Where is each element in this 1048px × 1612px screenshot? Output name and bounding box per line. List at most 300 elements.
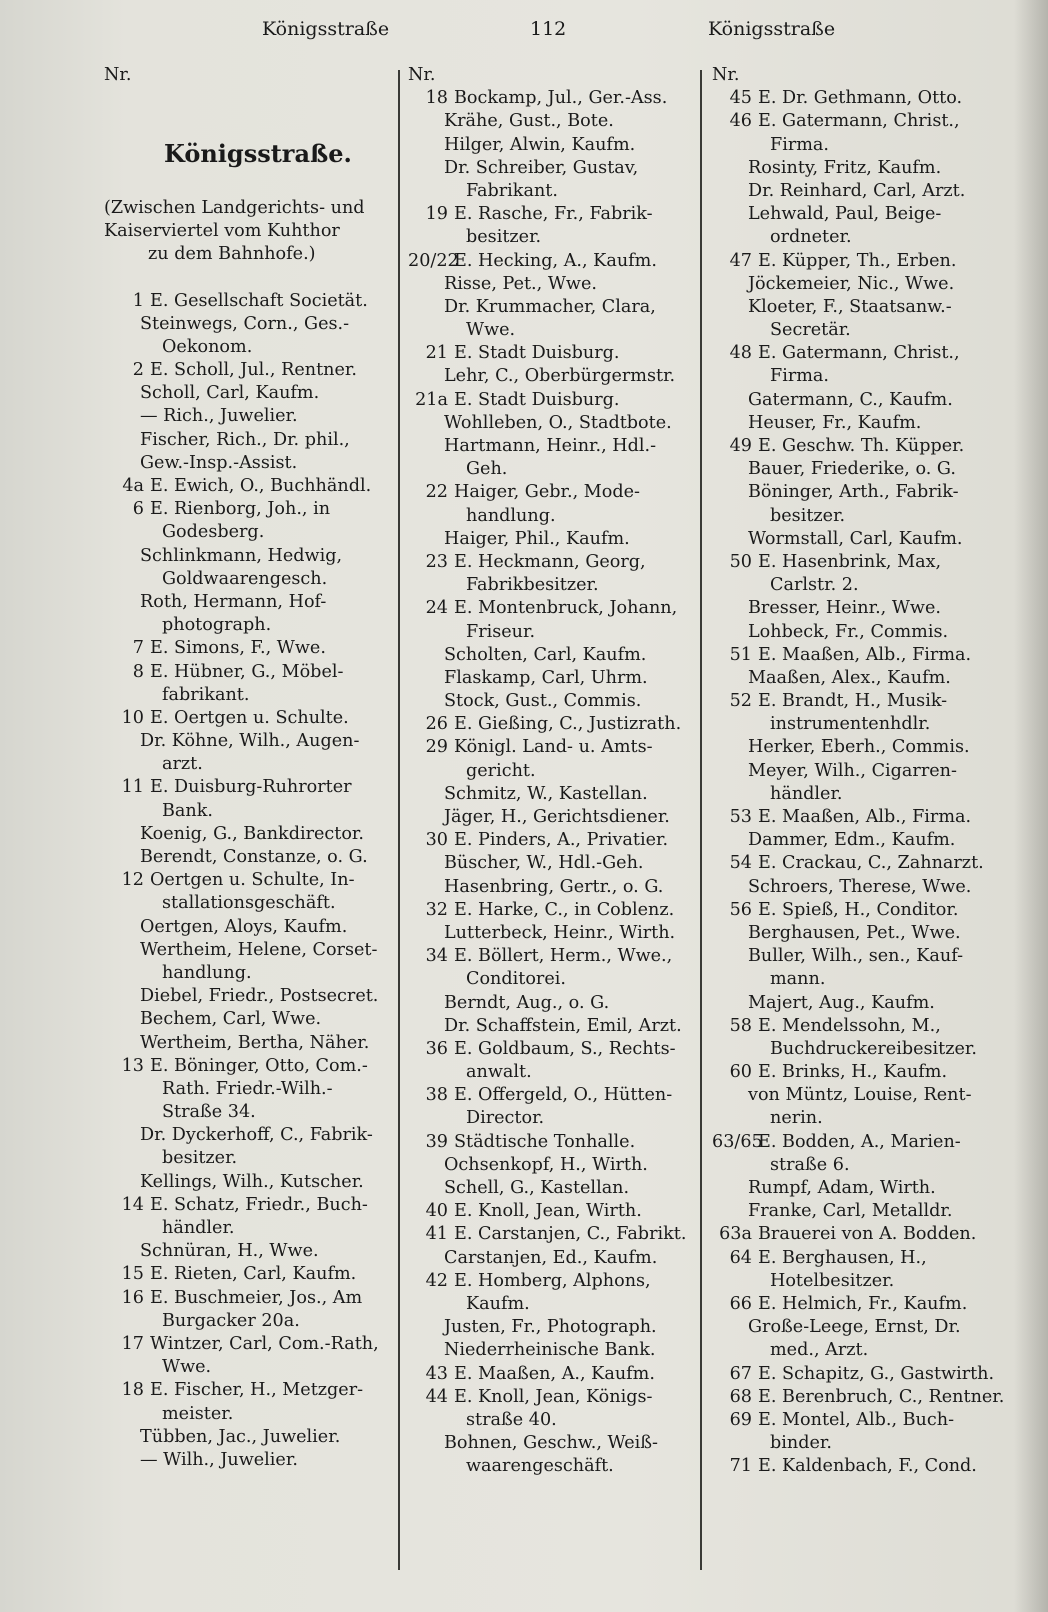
running-head-left: Königsstraße	[262, 18, 390, 40]
entry-text: E. Montenbruck, Johann,	[454, 598, 678, 619]
directory-line	[408, 1038, 704, 1061]
directory-line	[408, 458, 704, 481]
house-number: 16	[121, 1287, 144, 1308]
entry-text: besitzer.	[162, 1148, 238, 1169]
directory-line	[104, 174, 396, 197]
house-number: 51	[729, 644, 752, 665]
directory-line	[408, 110, 704, 133]
entry-text: E. Hasenbrink, Max,	[758, 551, 942, 572]
entry-text: Dr. Schreiber, Gustav,	[444, 157, 639, 178]
directory-line	[408, 574, 704, 597]
entry-text: Fischer, Rich., Dr. phil.,	[140, 429, 350, 450]
directory-line	[408, 1223, 704, 1246]
entry-text: E. Homberg, Alphons,	[454, 1270, 651, 1291]
directory-line	[408, 250, 704, 273]
directory-line	[104, 637, 396, 660]
entry-text: Director.	[466, 1108, 545, 1129]
house-number: 18	[121, 1380, 144, 1401]
directory-line	[104, 87, 396, 110]
entry-text: Jöckemeier, Nic., Wwe.	[748, 273, 955, 294]
directory-line	[408, 1316, 704, 1339]
entry-text: E. Gesellschaft Societät.	[150, 290, 368, 311]
entry-text: Bockamp, Jul., Ger.-Ass.	[454, 88, 668, 109]
entry-text: E. Brandt, H., Musik-	[758, 691, 948, 712]
directory-line	[408, 481, 704, 504]
directory-line	[712, 226, 1012, 249]
entry-text: E. Schapitz, G., Gastwirth.	[758, 1363, 995, 1384]
entry-text: mann.	[770, 969, 826, 990]
directory-line	[408, 1015, 704, 1038]
entry-text: straße 40.	[466, 1409, 557, 1430]
directory-line	[408, 203, 704, 226]
directory-line	[712, 1061, 1012, 1084]
directory-line	[104, 684, 396, 707]
directory-line	[408, 389, 704, 412]
house-number: 20/22	[408, 250, 459, 271]
directory-line	[712, 180, 1012, 203]
entry-text: Schmitz, W., Kastellan.	[444, 783, 648, 804]
directory-line	[104, 1101, 396, 1124]
house-number: 39	[425, 1131, 448, 1152]
entry-text: Wintzer, Carl, Com.-Rath,	[150, 1333, 379, 1354]
entry-text: Heuser, Fr., Kaufm.	[748, 412, 922, 433]
entry-text: fabrikant.	[162, 684, 250, 705]
entry-text: Franke, Carl, Metalldr.	[748, 1201, 953, 1222]
directory-line	[104, 359, 396, 382]
directory-line	[104, 591, 396, 614]
directory-line	[712, 134, 1012, 157]
entry-text: besitzer.	[466, 227, 542, 248]
entry-text: E. Maaßen, Alb., Firma.	[758, 644, 972, 665]
entry-text: Tübben, Jac., Juwelier.	[140, 1426, 341, 1447]
entry-text: E. Gießing, C., Justizrath.	[454, 714, 682, 735]
directory-line	[104, 1124, 396, 1147]
house-number: 6	[132, 499, 144, 520]
house-number: 18	[425, 88, 448, 109]
entry-text: E. Helmich, Fr., Kaufm.	[758, 1293, 968, 1314]
directory-line	[712, 551, 1012, 574]
entry-text: Städtische Tonhalle.	[454, 1131, 636, 1152]
house-number: 56	[729, 899, 752, 920]
directory-line	[408, 505, 704, 528]
house-number: 7	[132, 638, 144, 659]
entry-text: E. Böninger, Otto, Com.-	[150, 1055, 368, 1076]
directory-line	[408, 1409, 704, 1432]
directory-line	[712, 1455, 1012, 1478]
entry-text: Nr.	[408, 65, 436, 85]
entry-text: Dr. Dyckerhoff, C., Fabrik-	[140, 1125, 373, 1146]
directory-line	[408, 876, 704, 899]
entry-text: meister.	[162, 1403, 234, 1424]
entry-text: Kaufm.	[466, 1293, 530, 1314]
directory-line	[104, 1171, 396, 1194]
directory-line	[408, 551, 704, 574]
directory-line	[104, 64, 396, 87]
directory-line	[104, 707, 396, 730]
directory-line	[104, 1379, 396, 1402]
directory-line	[104, 1287, 396, 1310]
entry-text: Lehr, C., Oberbürgermstr.	[444, 366, 676, 387]
directory-line	[104, 1403, 396, 1426]
directory-line	[104, 892, 396, 915]
entry-text: Goldwaarengesch.	[162, 568, 328, 589]
entry-text: Krähe, Gust., Bote.	[444, 111, 614, 132]
house-number: 54	[729, 853, 752, 874]
directory-line	[408, 597, 704, 620]
house-number: 67	[729, 1363, 752, 1384]
directory-line	[712, 760, 1012, 783]
entry-text: Große-Leege, Ernst, Dr.	[748, 1317, 961, 1338]
entry-text: Bresser, Heinr., Wwe.	[748, 598, 941, 619]
directory-line	[104, 614, 396, 637]
directory-line	[408, 273, 704, 296]
house-number: 2	[132, 360, 144, 381]
entry-text: zu dem Bahnhofe.)	[148, 244, 316, 265]
entry-text: händler.	[770, 783, 843, 804]
directory-line	[408, 412, 704, 435]
house-number: 63/65	[712, 1131, 763, 1152]
entry-text: Stock, Gust., Commis.	[444, 691, 642, 712]
directory-line	[408, 783, 704, 806]
directory-line	[712, 1154, 1012, 1177]
entry-text: E. Küpper, Th., Erben.	[758, 250, 957, 271]
house-number: 52	[729, 691, 752, 712]
directory-line	[712, 574, 1012, 597]
entry-text: Gew.-Insp.-Assist.	[140, 452, 298, 473]
entry-text: E. Gatermann, Christ.,	[758, 111, 960, 132]
directory-line	[712, 644, 1012, 667]
house-number: 12	[121, 870, 144, 891]
house-number: 8	[132, 661, 144, 682]
directory-line	[408, 1293, 704, 1316]
entry-text: Fabrikbesitzer.	[466, 575, 599, 596]
directory-line	[408, 1084, 704, 1107]
entry-text: Roth, Hermann, Hof-	[140, 591, 327, 612]
directory-line	[408, 342, 704, 365]
house-number: 68	[729, 1386, 752, 1407]
directory-line	[712, 829, 1012, 852]
directory-line	[104, 916, 396, 939]
directory-line	[408, 157, 704, 180]
entry-text: Oertgen u. Schulte, In-	[150, 870, 355, 891]
directory-line	[712, 1223, 1012, 1246]
entry-text: Conditorei.	[466, 969, 566, 990]
directory-column-2	[408, 64, 704, 1478]
directory-line	[408, 1339, 704, 1362]
entry-text: Fabrikant.	[466, 180, 558, 201]
entry-text: E. Heckmann, Georg,	[454, 551, 646, 572]
entry-text: Flaskamp, Carl, Uhrm.	[444, 667, 648, 688]
entry-text: anwalt.	[466, 1062, 532, 1083]
directory-line	[104, 1055, 396, 1078]
house-number: 50	[729, 551, 752, 572]
directory-line	[408, 899, 704, 922]
directory-line	[712, 922, 1012, 945]
page-header	[0, 18, 1048, 48]
entry-text: Firma.	[770, 366, 830, 387]
directory-line	[408, 829, 704, 852]
directory-line	[712, 992, 1012, 1015]
directory-line	[712, 1293, 1012, 1316]
directory-line	[712, 1270, 1012, 1293]
entry-text: E. Ewich, O., Buchhändl.	[150, 476, 372, 496]
directory-line	[712, 1316, 1012, 1339]
house-number: 19	[425, 204, 448, 225]
entry-text: E. Rienborg, Joh., in	[150, 499, 331, 520]
entry-text: Haiger, Gebr., Mode-	[454, 482, 641, 503]
house-number: 60	[729, 1062, 752, 1083]
directory-line	[712, 968, 1012, 991]
directory-line	[712, 203, 1012, 226]
directory-line	[712, 1409, 1012, 1432]
house-number: 26	[425, 714, 448, 735]
entry-text: Böninger, Arth., Fabrik-	[748, 482, 959, 503]
directory-line	[712, 1339, 1012, 1362]
directory-line	[104, 498, 396, 521]
directory-line	[104, 1008, 396, 1031]
directory-line	[712, 64, 1012, 87]
directory-line	[104, 1147, 396, 1170]
entry-text: E. Kaldenbach, F., Cond.	[758, 1456, 977, 1477]
directory-line	[104, 1194, 396, 1217]
entry-text: binder.	[770, 1433, 832, 1454]
directory-line	[408, 226, 704, 249]
entry-text: Königl. Land- u. Amts-	[454, 737, 653, 758]
entry-text: Berghausen, Pet., Wwe.	[748, 922, 961, 943]
directory-line	[712, 1200, 1012, 1223]
house-number: 14	[121, 1194, 144, 1215]
entry-text: Scholl, Carl, Kaufm.	[140, 383, 320, 404]
entry-text: Wormstall, Carl, Kaufm.	[748, 528, 963, 549]
directory-line	[712, 250, 1012, 273]
directory-line	[408, 760, 704, 783]
house-number: 22	[425, 482, 448, 503]
entry-text: Schell, G., Kastellan.	[444, 1178, 630, 1198]
entry-text: Straße 34.	[162, 1102, 256, 1123]
entry-text: Koenig, G., Bankdirector.	[140, 823, 364, 844]
entry-text: händler.	[162, 1218, 235, 1238]
entry-text: E. Stadt Duisburg.	[454, 343, 620, 364]
directory-line	[408, 806, 704, 829]
directory-line	[712, 667, 1012, 690]
house-number: 17	[121, 1333, 144, 1354]
directory-line	[408, 852, 704, 875]
directory-line	[104, 776, 396, 799]
house-number: 66	[729, 1293, 752, 1314]
directory-line	[408, 713, 704, 736]
directory-line	[104, 1310, 396, 1333]
directory-line	[408, 435, 704, 458]
house-number: 53	[729, 807, 752, 827]
entry-text: Steinwegs, Corn., Ges.-	[140, 313, 350, 334]
directory-line	[408, 134, 704, 157]
entry-text: E. Fischer, H., Metzger-	[150, 1380, 364, 1401]
directory-line	[408, 736, 704, 759]
page-edge-shadow	[1014, 0, 1048, 1612]
directory-line	[104, 336, 396, 359]
directory-line	[104, 1356, 396, 1379]
house-number: 21	[425, 343, 448, 364]
entry-text: E. Simons, F., Wwe.	[150, 638, 326, 659]
house-number: 10	[121, 707, 144, 728]
house-number: 48	[729, 343, 752, 364]
entry-text: Geh.	[466, 459, 508, 480]
directory-line	[104, 452, 396, 475]
directory-line	[712, 1107, 1012, 1130]
directory-line	[712, 296, 1012, 319]
entry-text: E. Berghausen, H.,	[758, 1247, 927, 1268]
directory-line	[408, 1177, 704, 1200]
entry-text: E. Carstanjen, C., Fabrikt.	[454, 1224, 687, 1245]
entry-text: arzt.	[162, 754, 203, 775]
entry-text: Bechem, Carl, Wwe.	[140, 1009, 322, 1030]
entry-text: Lohbeck, Fr., Commis.	[748, 621, 949, 642]
house-number: 71	[729, 1456, 752, 1477]
entry-text: E. Oertgen u. Schulte.	[150, 707, 349, 728]
entry-text: — Wilh., Juwelier.	[140, 1449, 298, 1470]
directory-line	[712, 876, 1012, 899]
entry-text: Diebel, Friedr., Postsecret.	[140, 986, 379, 1007]
directory-line	[408, 1247, 704, 1270]
directory-line	[712, 110, 1012, 133]
entry-text: E. Duisburg-Ruhrorter	[150, 777, 352, 798]
entry-text: Jäger, H., Gerichtsdiener.	[444, 807, 670, 827]
directory-line	[712, 1386, 1012, 1409]
house-number: 43	[425, 1363, 448, 1384]
house-number: 47	[729, 250, 752, 271]
entry-text: Hotelbesitzer.	[770, 1270, 895, 1291]
house-number: 21a	[415, 389, 448, 410]
directory-line	[408, 319, 704, 342]
house-number: 29	[425, 737, 448, 758]
entry-text: E. Crackau, C., Zahnarzt.	[758, 853, 984, 874]
entry-text: handlung.	[466, 505, 556, 526]
directory-line	[712, 713, 1012, 736]
entry-text: Oertgen, Aloys, Kaufm.	[140, 916, 348, 937]
entry-text: Oekonom.	[162, 336, 253, 357]
entry-text: instrumentenhdlr.	[770, 714, 931, 735]
directory-line	[712, 899, 1012, 922]
directory-line	[104, 1263, 396, 1286]
entry-text: Meyer, Wilh., Cigarren-	[748, 760, 957, 781]
entry-text: E. Harke, C., in Coblenz.	[454, 899, 675, 920]
directory-line	[408, 667, 704, 690]
directory-line	[712, 458, 1012, 481]
entry-text: Dr. Schaffstein, Emil, Arzt.	[444, 1015, 682, 1036]
entry-text: gericht.	[466, 760, 536, 781]
house-number: 13	[121, 1055, 144, 1076]
entry-text: E. Montel, Alb., Buch-	[758, 1409, 955, 1430]
directory-line	[712, 481, 1012, 504]
entry-text: ordneter.	[770, 227, 852, 248]
entry-text: E. Scholl, Jul., Rentner.	[150, 360, 357, 381]
entry-text: Carstanjen, Ed., Kaufm.	[444, 1247, 658, 1268]
entry-text: Königsstraße.	[164, 138, 352, 168]
entry-text: waarengeschäft.	[466, 1456, 614, 1477]
directory-line	[408, 644, 704, 667]
directory-line	[712, 412, 1012, 435]
directory-line	[104, 568, 396, 591]
entry-text: Lehwald, Paul, Beige-	[748, 204, 942, 225]
entry-text: Godesberg.	[162, 522, 265, 543]
entry-text: Bank.	[162, 800, 214, 821]
entry-text: Justen, Fr., Photograph.	[444, 1317, 657, 1338]
house-number: 34	[425, 946, 448, 967]
house-number: 24	[425, 598, 448, 619]
directory-line	[104, 290, 396, 313]
directory-line	[408, 1432, 704, 1455]
directory-line	[104, 1032, 396, 1055]
directory-line	[104, 800, 396, 823]
directory-line	[712, 1363, 1012, 1386]
entry-text: Maaßen, Alex., Kaufm.	[748, 667, 951, 688]
entry-text: Wertheim, Bertha, Näher.	[140, 1032, 370, 1053]
entry-text: Burgacker 20a.	[162, 1310, 300, 1331]
directory-line	[408, 992, 704, 1015]
house-number: 46	[729, 111, 752, 132]
directory-line	[712, 852, 1012, 875]
directory-line	[104, 405, 396, 428]
entry-text: Rath. Friedr.-Wilh.-	[162, 1078, 333, 1099]
entry-text: Ochsenkopf, H., Wirth.	[444, 1154, 648, 1175]
directory-line	[104, 939, 396, 962]
entry-text: Hasenbring, Gertr., o. G.	[444, 876, 664, 897]
entry-text: Friseur.	[466, 621, 536, 642]
house-number: 40	[425, 1201, 448, 1222]
entry-text: E. Buschmeier, Jos., Am	[150, 1287, 363, 1308]
directory-line	[712, 690, 1012, 713]
directory-line	[104, 1078, 396, 1101]
entry-text: E. Pinders, A., Privatier.	[454, 830, 669, 851]
house-number: 45	[729, 88, 752, 109]
entry-text: photograph.	[162, 615, 272, 636]
entry-text: Firma.	[770, 134, 830, 155]
directory-line	[408, 945, 704, 968]
directory-line	[104, 1240, 396, 1263]
entry-text: Haiger, Phil., Kaufm.	[444, 528, 630, 549]
directory-line	[104, 197, 396, 220]
entry-text: Wwe.	[162, 1357, 212, 1378]
house-number: 36	[425, 1038, 448, 1059]
entry-text: Bohnen, Geschw., Weiß-	[444, 1433, 658, 1454]
directory-line	[712, 1432, 1012, 1455]
directory-line	[408, 1363, 704, 1386]
directory-line	[712, 597, 1012, 620]
entry-text: Scholten, Carl, Kaufm.	[444, 644, 647, 665]
house-number: 11	[121, 777, 144, 798]
directory-line	[712, 342, 1012, 365]
entry-text: Majert, Aug., Kaufm.	[748, 992, 935, 1013]
directory-line	[104, 110, 396, 133]
directory-line	[408, 1061, 704, 1084]
entry-text: — Rich., Juwelier.	[140, 406, 298, 427]
directory-line	[104, 1333, 396, 1356]
entry-text: E. Goldbaum, S., Rechts-	[454, 1038, 676, 1059]
entry-text: Schroers, Therese, Wwe.	[748, 876, 972, 897]
entry-text: E. Spieß, H., Conditor.	[758, 899, 959, 920]
entry-text: E. Schatz, Friedr., Buch-	[150, 1194, 368, 1215]
entry-text: von Müntz, Louise, Rent-	[748, 1085, 972, 1106]
entry-text: Brauerei von A. Bodden.	[758, 1224, 977, 1245]
house-number: 63a	[719, 1224, 752, 1245]
entry-text: handlung.	[162, 962, 252, 983]
entry-text: Bauer, Friederike, o. G.	[748, 459, 956, 480]
house-number: 32	[425, 899, 448, 920]
entry-text: Dr. Reinhard, Carl, Arzt.	[748, 180, 966, 201]
entry-text: E. Rieten, Carl, Kaufm.	[150, 1264, 357, 1285]
running-head-right: Königsstraße	[708, 18, 836, 40]
directory-line	[712, 435, 1012, 458]
